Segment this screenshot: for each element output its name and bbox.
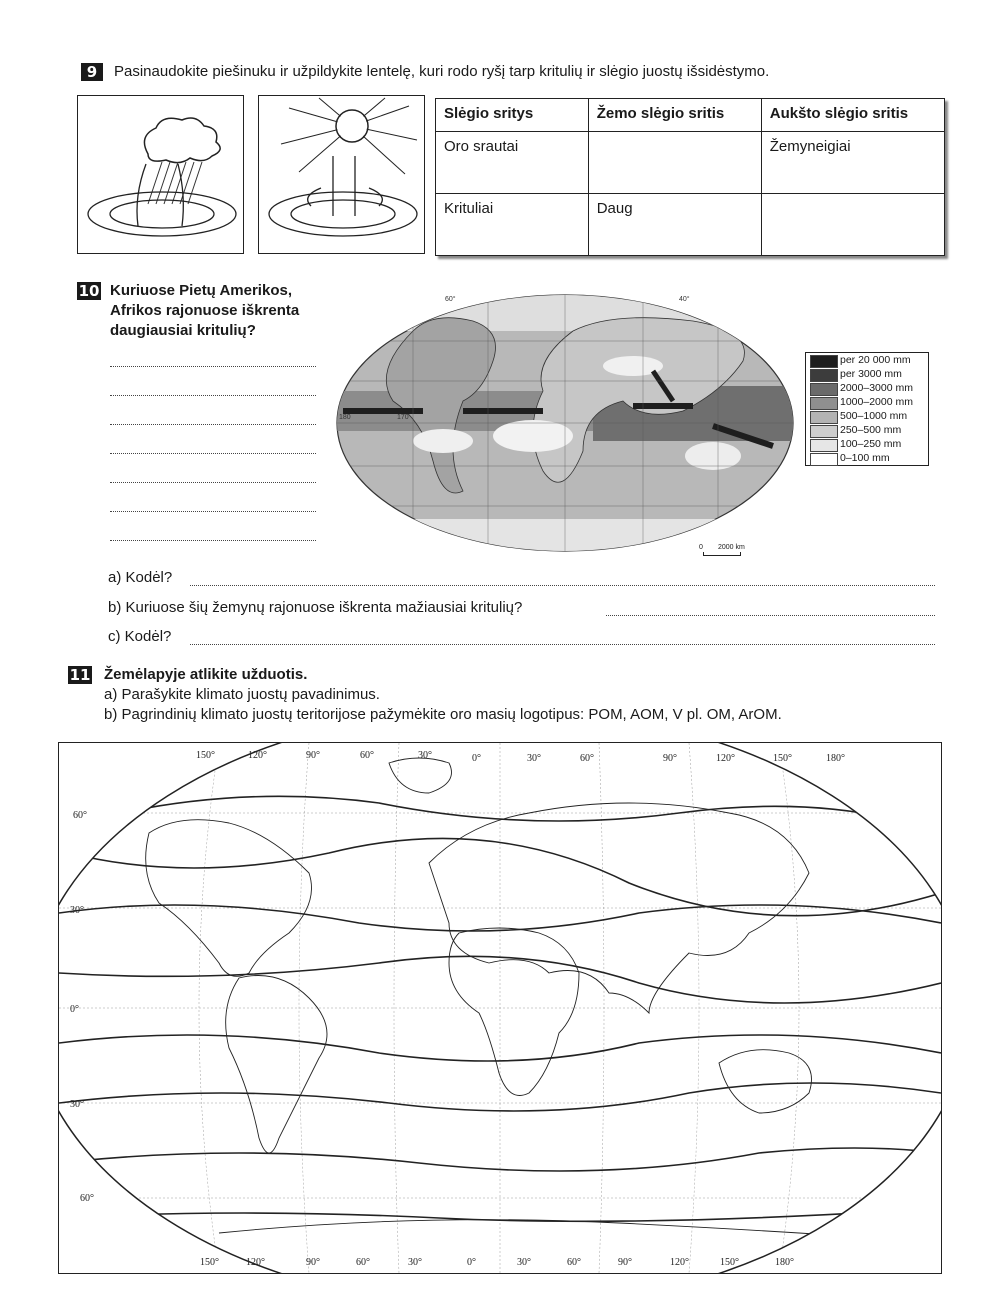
map-bottom-lon: 120° [670, 1257, 689, 1268]
map-lat-label: 40° [679, 296, 690, 303]
map-bottom-lon: 60° [356, 1257, 370, 1268]
map-bottom-lon: 0° [467, 1257, 476, 1268]
answer-line[interactable] [110, 366, 316, 367]
table-row [436, 132, 945, 194]
question-11b: b) Pagrindinių klimato juostų teritorijose pažymėkite oro masių logotipus: POM, AOM, V pl. OM, ArOM. [104, 706, 782, 723]
scale-label: 2000 km [718, 544, 745, 551]
question-11-title: Žemėlapyje atlikite užduotis. [104, 666, 308, 683]
map-bottom-lon: 30° [408, 1257, 422, 1268]
map-left-lat: 0° [70, 1004, 79, 1015]
map-top-lon: 150° [773, 753, 792, 764]
table-cell: Daug [588, 194, 761, 256]
table-row [436, 194, 945, 256]
legend-swatch [810, 453, 838, 466]
question-11a: a) Parašykite klimato juostų pavadinimus. [104, 686, 380, 703]
answer-line[interactable] [110, 424, 316, 425]
question-9-text: Pasinaudokite piešinuku ir užpildykite lentelę, kuri rodo ryšį tarp kritulių ir slėgio juostų išsidėstymo. [114, 63, 770, 80]
table-cell: Oro srautai [436, 132, 589, 194]
map-bottom-lon: 180° [775, 1257, 794, 1268]
legend-item: 1000–2000 mm [806, 395, 928, 409]
legend-item: per 20 000 mm [806, 353, 928, 367]
answer-line-10a[interactable] [190, 585, 935, 586]
table-header: Slėgio sritys [436, 99, 589, 132]
map-left-lat: 30° [70, 1099, 84, 1110]
map-top-lon: 90° [663, 753, 677, 764]
map-left-lat: 60° [73, 810, 87, 821]
map-top-lon: 120° [248, 750, 267, 761]
table-cell-editable[interactable] [761, 194, 944, 256]
map-bottom-lon: 60° [567, 1257, 581, 1268]
answer-line-10c[interactable] [190, 644, 935, 645]
climate-zones-map[interactable] [58, 742, 942, 1274]
legend-item: 2000–3000 mm [806, 381, 928, 395]
map-bottom-lon: 120° [246, 1257, 265, 1268]
scale-bar [703, 552, 741, 556]
map-bottom-lon: 150° [200, 1257, 219, 1268]
table-header-row [436, 99, 945, 132]
question-10b: b) Kuriuose šių žemynų rajonuose iškrenta mažiausiai kritulių? [108, 599, 523, 616]
map-left-lat: 60° [80, 1193, 94, 1204]
answer-line[interactable] [110, 453, 316, 454]
map-bottom-lon: 90° [618, 1257, 632, 1268]
map-top-lon: 30° [527, 753, 541, 764]
table-cell-editable[interactable] [588, 132, 761, 194]
map-top-lon: 60° [580, 753, 594, 764]
table-header: Žemo slėgio sritis [588, 99, 761, 132]
answer-line[interactable] [110, 482, 316, 483]
precipitation-legend [805, 352, 929, 466]
cloud-rain-icon [78, 96, 243, 253]
map-bottom-lon: 150° [720, 1257, 739, 1268]
legend-item: 0–100 mm [806, 451, 928, 465]
pressure-table [435, 98, 945, 256]
question-10-line-3: daugiausiai kritulių? [110, 322, 256, 339]
legend-item: 100–250 mm [806, 437, 928, 451]
table-cell: Krituliai [436, 194, 589, 256]
question-10-line-2: Afrikos rajonuose iškrenta [110, 302, 300, 319]
scale-zero: 0 [699, 544, 703, 551]
answer-line[interactable] [110, 511, 316, 512]
legend-item: 250–500 mm [806, 423, 928, 437]
map-lon-label: 180 [339, 414, 351, 421]
map-bottom-lon: 30° [517, 1257, 531, 1268]
map-top-lon: 120° [716, 753, 735, 764]
question-9-number: 9 [81, 63, 103, 81]
sun-icon [259, 96, 424, 253]
map-top-lon: 90° [306, 750, 320, 761]
question-10c: c) Kodėl? [108, 628, 172, 645]
legend-item: per 3000 mm [806, 367, 928, 381]
sun-high-pressure-sketch [258, 95, 425, 254]
answer-line[interactable] [110, 395, 316, 396]
map-top-lon: 180° [826, 753, 845, 764]
answer-line[interactable] [110, 540, 316, 541]
precipitation-map [333, 291, 798, 556]
question-10-line-1: Kuriuose Pietų Amerikos, [110, 282, 292, 299]
legend-item: 500–1000 mm [806, 409, 928, 423]
question-10-number: 10 [78, 282, 100, 300]
map-bottom-lon: 90° [306, 1257, 320, 1268]
map-lon-label: 170 [397, 414, 409, 421]
map-top-lon: 60° [360, 750, 374, 761]
map-top-lon: 0° [472, 753, 481, 764]
map-left-lat: 30° [70, 905, 84, 916]
map-top-lon: 30° [418, 750, 432, 761]
answer-line-10b[interactable] [606, 615, 935, 616]
cloud-low-pressure-sketch [77, 95, 244, 254]
question-11-number: 11 [69, 666, 91, 684]
table-header: Aukšto slėgio sritis [761, 99, 944, 132]
question-10a: a) Kodėl? [108, 569, 173, 586]
map-lat-label: 60° [445, 296, 456, 303]
table-cell: Žemyneigiai [761, 132, 944, 194]
map-top-lon: 150° [196, 750, 215, 761]
